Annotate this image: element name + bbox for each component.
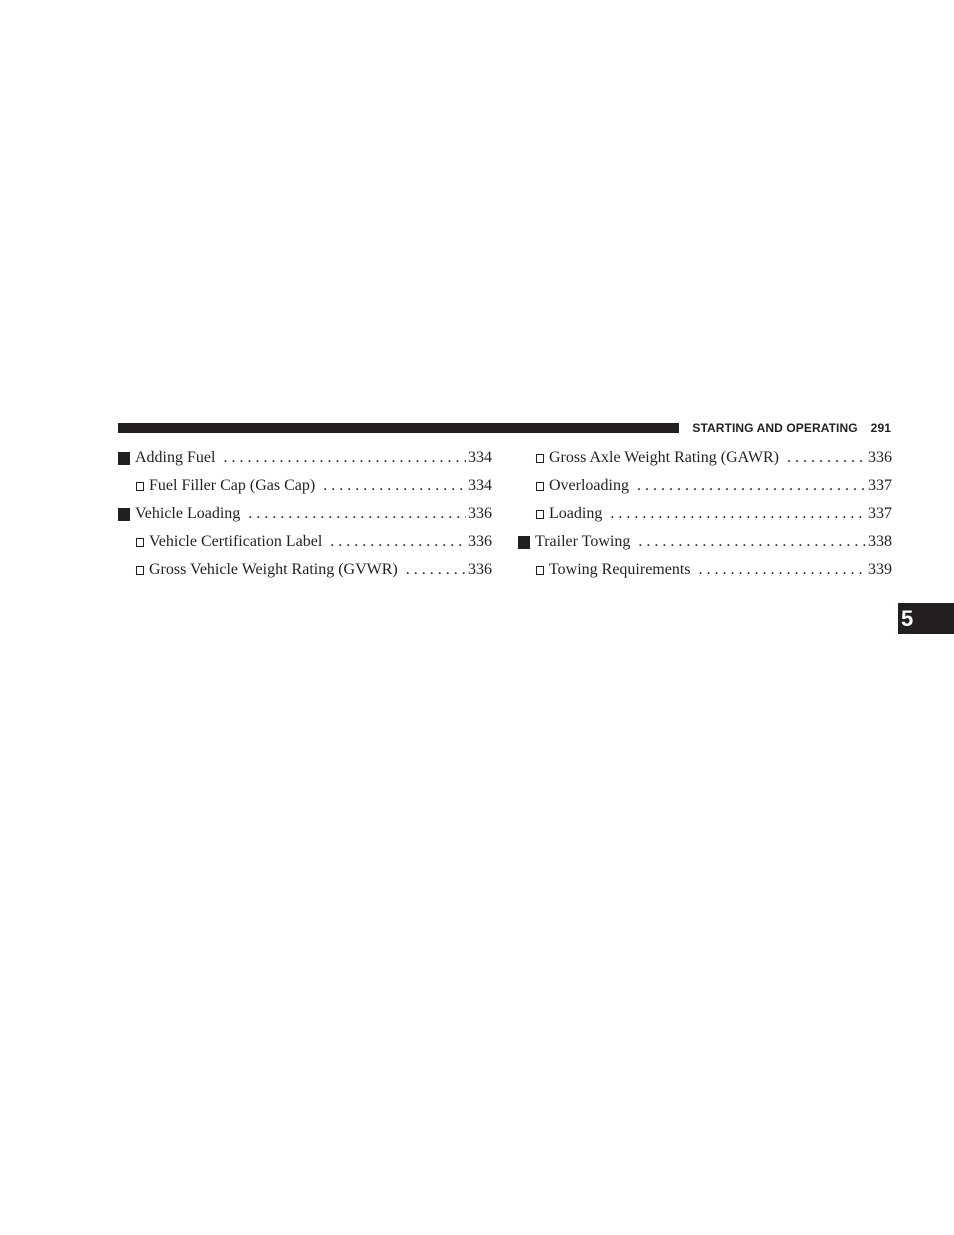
hollow-square-bullet-icon [536, 482, 544, 491]
toc-entry-page: 336 [868, 449, 892, 466]
filled-square-bullet-icon [118, 508, 130, 521]
hollow-square-bullet-icon [536, 454, 544, 463]
dot-leader [223, 449, 466, 467]
toc-entry-gawr[interactable] [518, 444, 892, 472]
dot-leader [787, 449, 866, 467]
section-title: STARTING AND OPERATING [692, 421, 858, 435]
hollow-square-bullet-icon [136, 538, 144, 547]
dot-leader [406, 561, 466, 579]
toc-entry-label: Overloading [549, 477, 629, 494]
toc-entry-label: Adding Fuel [135, 449, 216, 466]
toc-entry-adding-fuel[interactable] [118, 444, 492, 472]
toc-entry-label: Trailer Towing [535, 533, 631, 550]
hollow-square-bullet-icon [536, 510, 544, 519]
toc-entry-page: 336 [468, 533, 492, 550]
toc-entry-label: Fuel Filler Cap (Gas Cap) [149, 477, 316, 494]
toc-entry-label: Vehicle Loading [135, 505, 241, 522]
toc-entry-page: 334 [468, 449, 492, 466]
hollow-square-bullet-icon [136, 566, 144, 575]
toc-entry-page: 339 [868, 561, 892, 578]
filled-square-bullet-icon [118, 452, 130, 465]
chapter-tab: 5 [898, 603, 954, 634]
toc-left-column [118, 444, 492, 584]
dot-leader [638, 533, 866, 551]
hollow-square-bullet-icon [536, 566, 544, 575]
toc-entry-page: 337 [868, 505, 892, 522]
dot-leader [699, 561, 866, 579]
toc-entry-page: 338 [868, 533, 892, 550]
running-header [684, 419, 891, 437]
toc-entry-page: 334 [468, 477, 492, 494]
toc-entry-gvwr[interactable] [118, 556, 492, 584]
page-number: 291 [870, 421, 891, 435]
toc-entry-page: 336 [468, 505, 492, 522]
toc-right-column [518, 444, 892, 584]
dot-leader [323, 477, 466, 495]
toc-entry-page: 336 [468, 561, 492, 578]
toc-entry-fuel-filler-cap[interactable] [118, 472, 492, 500]
dot-leader [637, 477, 866, 495]
header-rule [118, 423, 679, 433]
toc-entry-vehicle-loading[interactable] [118, 500, 492, 528]
filled-square-bullet-icon [518, 536, 530, 549]
toc-entry-label: Loading [549, 505, 603, 522]
toc-entry-vehicle-certification-label[interactable] [118, 528, 492, 556]
toc-entry-label: Gross Axle Weight Rating (GAWR) [549, 449, 779, 466]
hollow-square-bullet-icon [136, 482, 144, 491]
dot-leader [330, 533, 466, 551]
toc-entry-overloading[interactable] [518, 472, 892, 500]
toc-entry-page: 337 [868, 477, 892, 494]
toc-entry-trailer-towing[interactable] [518, 528, 892, 556]
toc-entry-towing-requirements[interactable] [518, 556, 892, 584]
dot-leader [248, 505, 466, 523]
toc-entry-label: Towing Requirements [549, 561, 691, 578]
toc-entry-loading[interactable] [518, 500, 892, 528]
toc-entry-label: Gross Vehicle Weight Rating (GVWR) [149, 561, 398, 578]
dot-leader [610, 505, 866, 523]
toc-entry-label: Vehicle Certification Label [149, 533, 323, 550]
